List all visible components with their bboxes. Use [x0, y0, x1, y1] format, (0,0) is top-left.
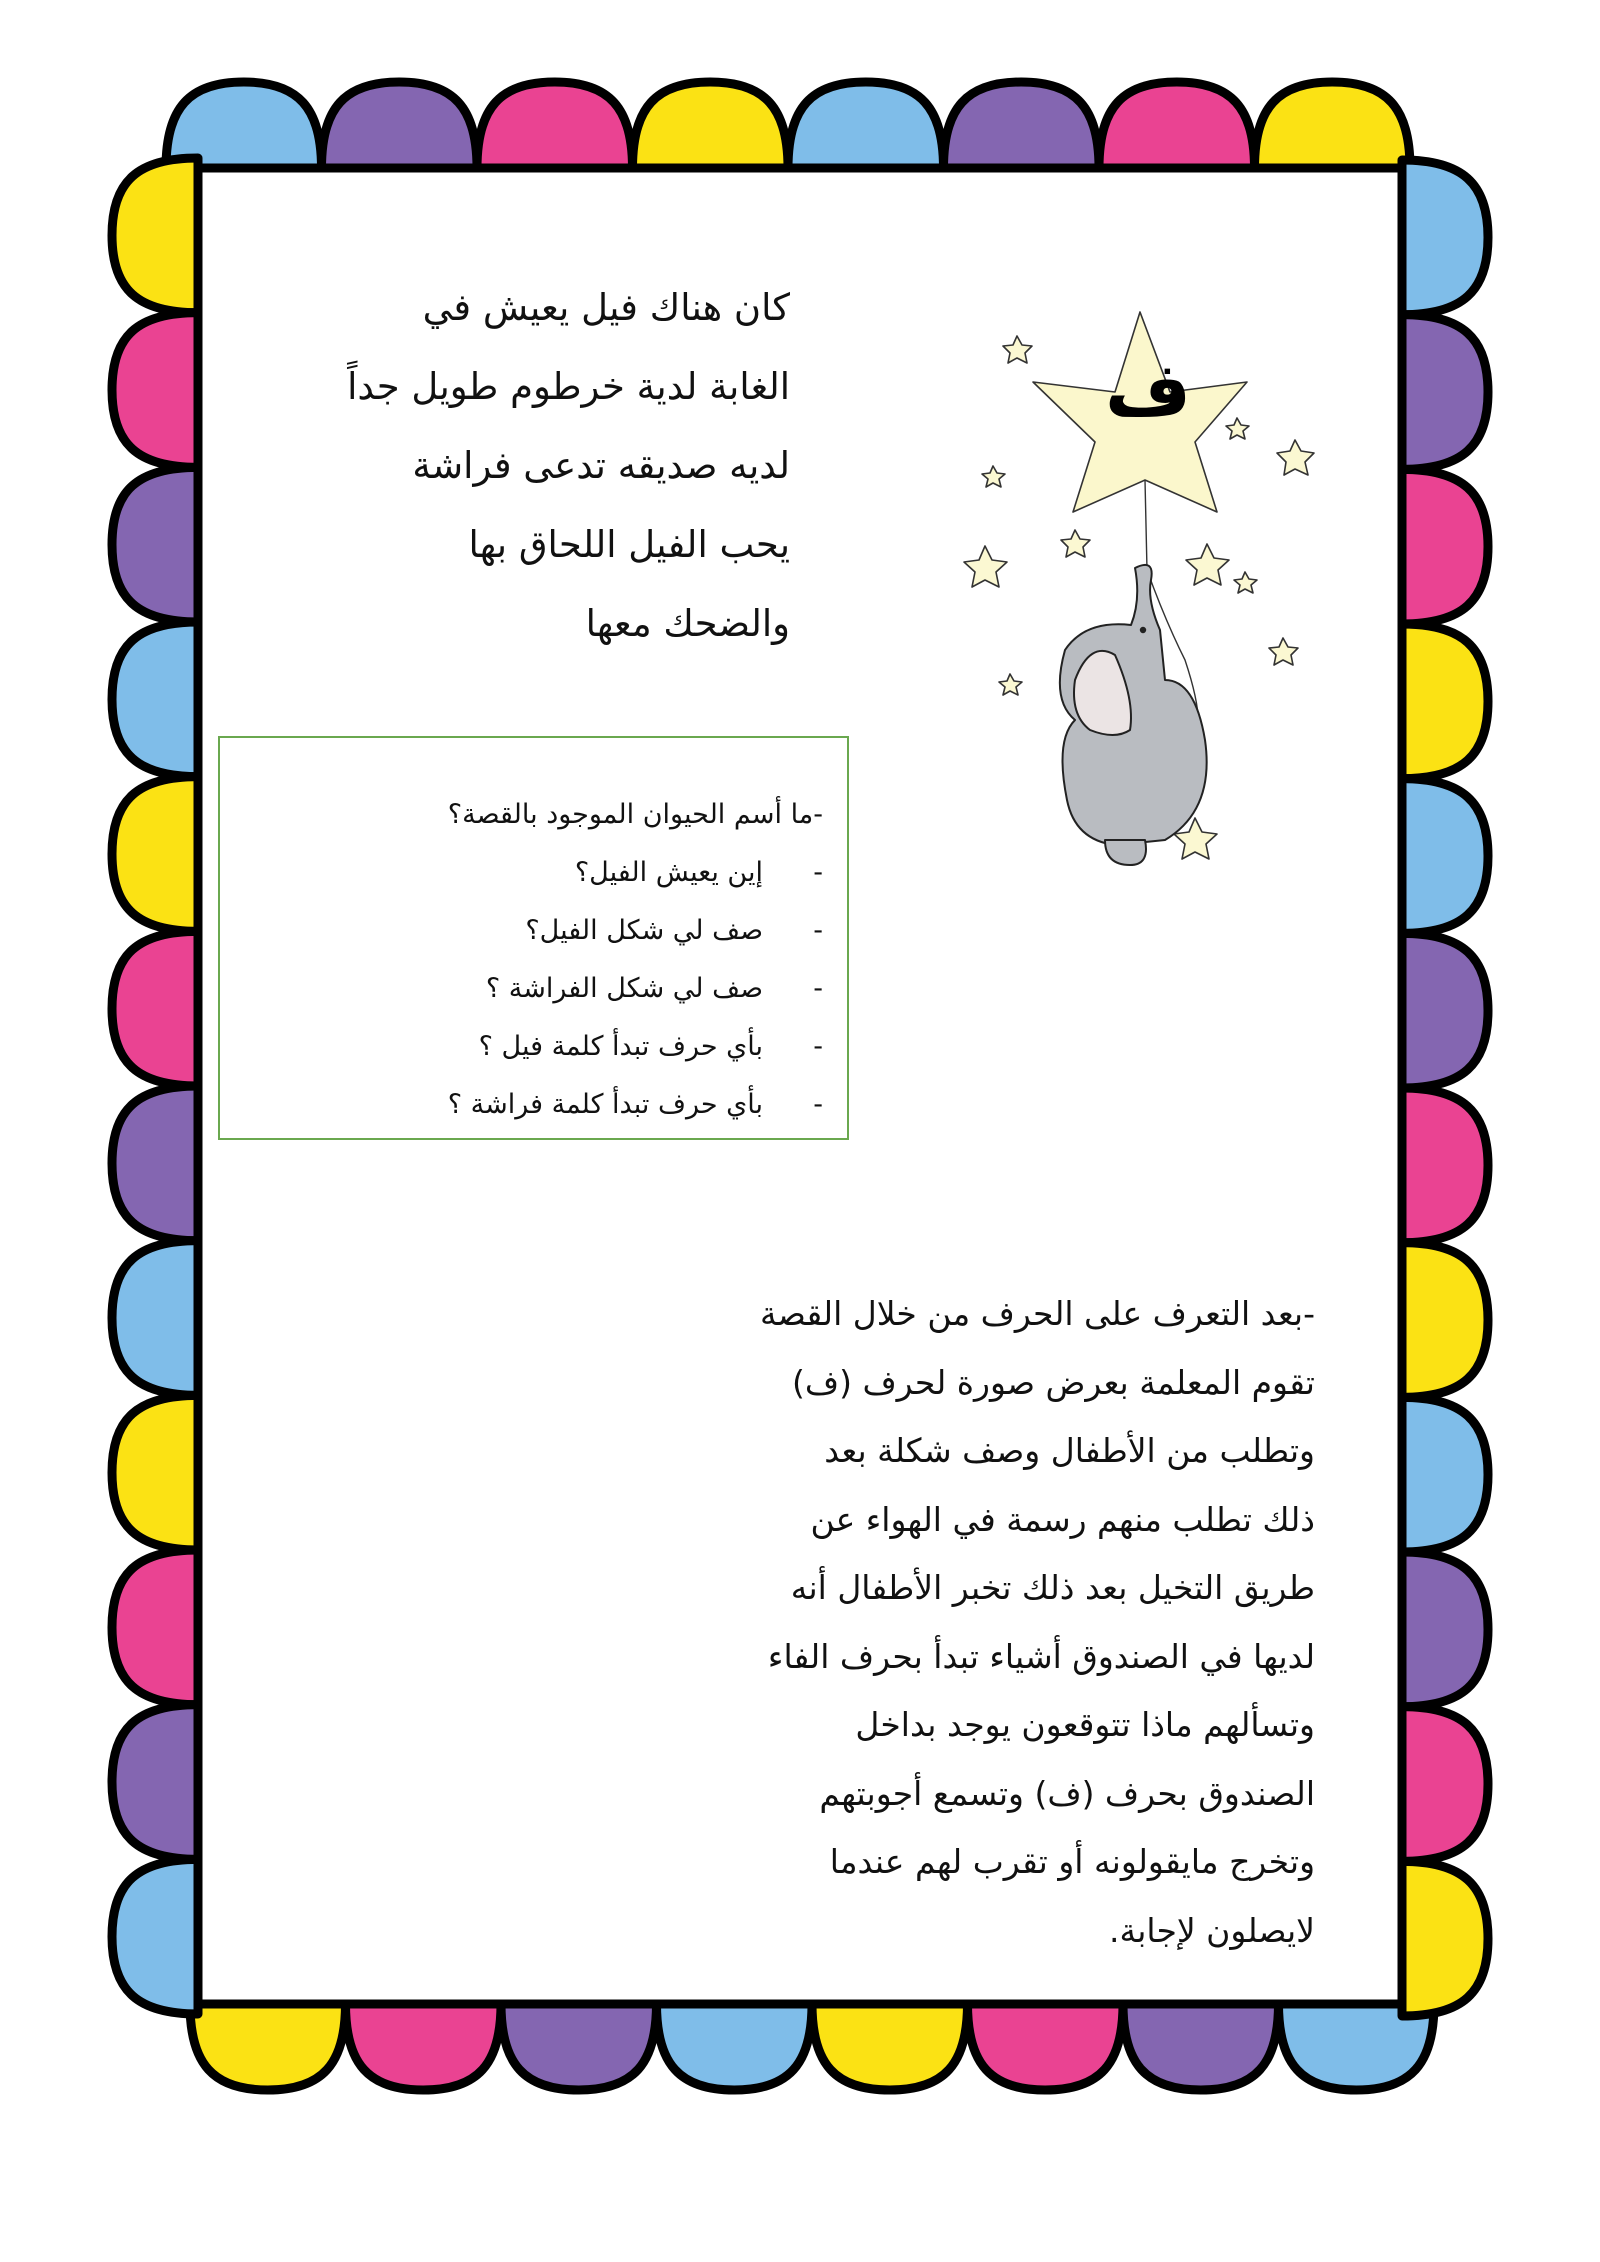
scallop-right [1402, 160, 1488, 315]
scallop-right [1402, 469, 1488, 624]
scallop-top [477, 82, 633, 168]
question-text: إين يعيش الفيل؟ [574, 857, 763, 888]
scallop-left [112, 1550, 198, 1705]
activity-line: وتسألهم ماذا تتوقعون يوجد بداخل [855, 1705, 1315, 1744]
question-item [448, 960, 823, 1018]
scallop-left [112, 1241, 198, 1396]
scallop-left [112, 313, 198, 468]
scallop-left [112, 1705, 198, 1860]
questions-list [448, 786, 823, 1134]
question-text: بأي حرف تبدأ كلمة فيل ؟ [478, 1031, 763, 1062]
scallop-left [112, 777, 198, 932]
scallop-top [788, 82, 944, 168]
activity-line: تقوم المعلمة بعرض صورة لحرف (ف) [792, 1362, 1315, 1402]
bullet-dash: - [813, 1089, 823, 1120]
scallop-left [112, 1086, 198, 1241]
star-icon [1234, 572, 1257, 593]
scallop-bottom [190, 2004, 346, 2090]
activity-line: -بعد التعرف على الحرف من خلال القصة [760, 1294, 1315, 1333]
scallop-left [112, 931, 198, 1086]
scallop-bottom [1123, 2004, 1279, 2090]
story-line: والضحك معها [585, 602, 790, 645]
elephant-icon [1060, 565, 1207, 865]
scallop-left [112, 467, 198, 622]
activity-line: ذلك تطلب منهم رسمة في الهواء عن [810, 1499, 1315, 1539]
question-item [448, 902, 823, 960]
activity-line: وتخرج مايقولونه أو تقرب لهم عندما [829, 1842, 1315, 1881]
question-text: -ما أسم الحيوان الموجود بالقصة؟ [447, 799, 823, 830]
scallop-top [1099, 82, 1255, 168]
questions-box [218, 736, 849, 1140]
star-icon [1269, 638, 1298, 665]
story-line: لديه صديقه تدعى فراشة [412, 444, 790, 487]
question-item [448, 1076, 823, 1134]
activity-description [635, 1280, 1315, 1965]
scallop-right [1402, 1243, 1488, 1398]
scallop-right [1402, 779, 1488, 934]
question-item [448, 844, 823, 902]
scallop-right [1402, 1707, 1488, 1862]
scallop-right [1402, 933, 1488, 1088]
scallop-top [944, 82, 1100, 168]
activity-line: لايصلون لإجابة. [1109, 1910, 1315, 1950]
bullet-dash: - [813, 915, 823, 946]
balloon-letter: ف [1105, 347, 1191, 433]
scallop-top [322, 82, 478, 168]
scallop-bottom [812, 2004, 968, 2090]
scallop-right [1402, 1088, 1488, 1243]
scallop-right [1402, 1552, 1488, 1707]
story-line: كان هناك فيل يعيش في [422, 286, 790, 329]
activity-line: الصندوق بحرف (ف) وتسمع أجوبتهم [819, 1773, 1315, 1813]
scallop-top [633, 82, 789, 168]
scallop-right [1402, 315, 1488, 470]
story-line: يحب الفيل اللحاق بها [468, 523, 790, 566]
scallop-bottom [657, 2004, 813, 2090]
question-text: صف لي شكل الفراشة ؟ [485, 973, 763, 1004]
scallop-left [112, 1395, 198, 1550]
story-line: الغابة لدية خرطوم طويل جداً [347, 365, 790, 408]
scallop-left [112, 158, 198, 313]
star-icon [1277, 440, 1314, 475]
star-icon [1186, 544, 1229, 585]
story-text [270, 268, 790, 663]
bullet-dash: - [813, 1031, 823, 1062]
scallop-top [1255, 82, 1411, 168]
scallop-right [1402, 1397, 1488, 1552]
question-item [448, 786, 823, 844]
star-icon [1226, 418, 1249, 439]
star-icon [982, 466, 1005, 487]
activity-line: طريق التخيل بعد ذلك تخبر الأطفال أنه [790, 1568, 1315, 1607]
star-icon [1003, 336, 1032, 363]
star-icon [1061, 530, 1090, 557]
question-item [448, 1018, 823, 1076]
question-text: صف لي شكل الفيل؟ [525, 915, 763, 946]
scallop-right [1402, 1861, 1488, 2016]
activity-line: وتطلب من الأطفال وصف شكلة بعد [824, 1431, 1315, 1470]
activity-line: لديها في الصندوق أشياء تبدأ بحرف الفاء [767, 1636, 1315, 1676]
bullet-dash: - [813, 857, 823, 888]
scallop-bottom [346, 2004, 502, 2090]
scallop-right [1402, 624, 1488, 779]
star-icon [964, 546, 1007, 587]
scallop-bottom [968, 2004, 1124, 2090]
scallop-left [112, 622, 198, 777]
scallop-left [112, 1859, 198, 2014]
bullet-dash: - [813, 973, 823, 1004]
scallop-bottom [501, 2004, 657, 2090]
question-text: بأي حرف تبدأ كلمة فراشة ؟ [447, 1089, 763, 1120]
star-icon [999, 674, 1022, 695]
